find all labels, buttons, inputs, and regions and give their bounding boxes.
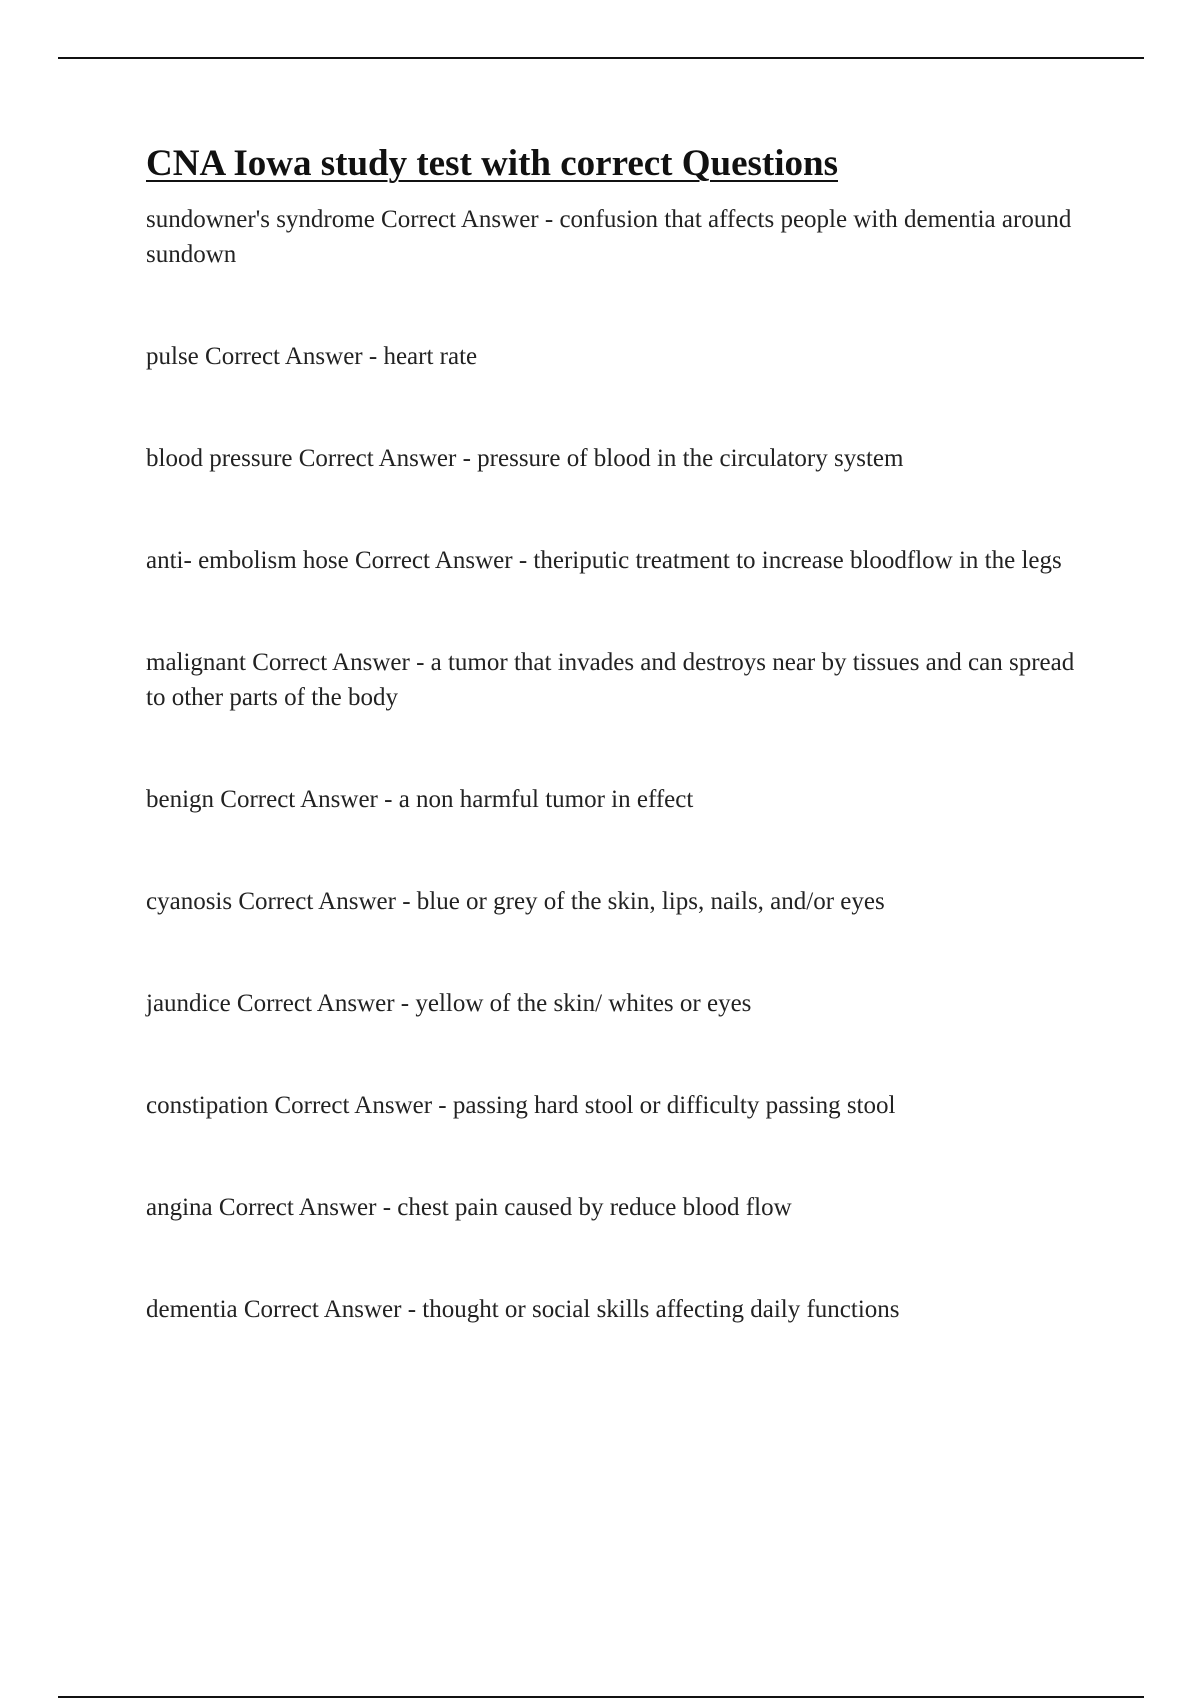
page-title: CNA Iowa study test with correct Questions [146, 143, 838, 184]
qa-item-constipation: constipation Correct Answer - passing hard stool or difficulty passing stool [146, 1092, 896, 1120]
qa-item-jaundice: jaundice Correct Answer - yellow of the skin/ whites or eyes [146, 990, 752, 1018]
qa-item-anti-embolism-hose: anti- embolism hose Correct Answer - theriputic treatment to increase bloodflow in the legs [146, 547, 1062, 575]
qa-item-angina: angina Correct Answer - chest pain caused by reduce blood flow [146, 1194, 792, 1222]
document-body [146, 142, 1092, 1394]
qa-item-pulse: pulse Correct Answer - heart rate [146, 343, 478, 371]
top-rule [58, 57, 1144, 59]
qa-item-benign: benign Correct Answer - a non harmful tumor in effect [146, 786, 694, 814]
qa-item-dementia: dementia Correct Answer - thought or social skills affecting daily functions [146, 1296, 900, 1324]
qa-item-blood-pressure: blood pressure Correct Answer - pressure of blood in the circulatory system [146, 445, 904, 473]
qa-list [146, 202, 1092, 1327]
qa-item-malignant: malignant Correct Answer - a tumor that invades and destroys near by tissues and can spread to other parts of the body [146, 649, 1075, 712]
qa-item-sundowners-syndrome: sundowner's syndrome Correct Answer - confusion that affects people with dementia around sundown [146, 206, 1072, 269]
qa-item-cyanosis: cyanosis Correct Answer - blue or grey of the skin, lips, nails, and/or eyes [146, 888, 885, 916]
bottom-rule [58, 1696, 1144, 1698]
